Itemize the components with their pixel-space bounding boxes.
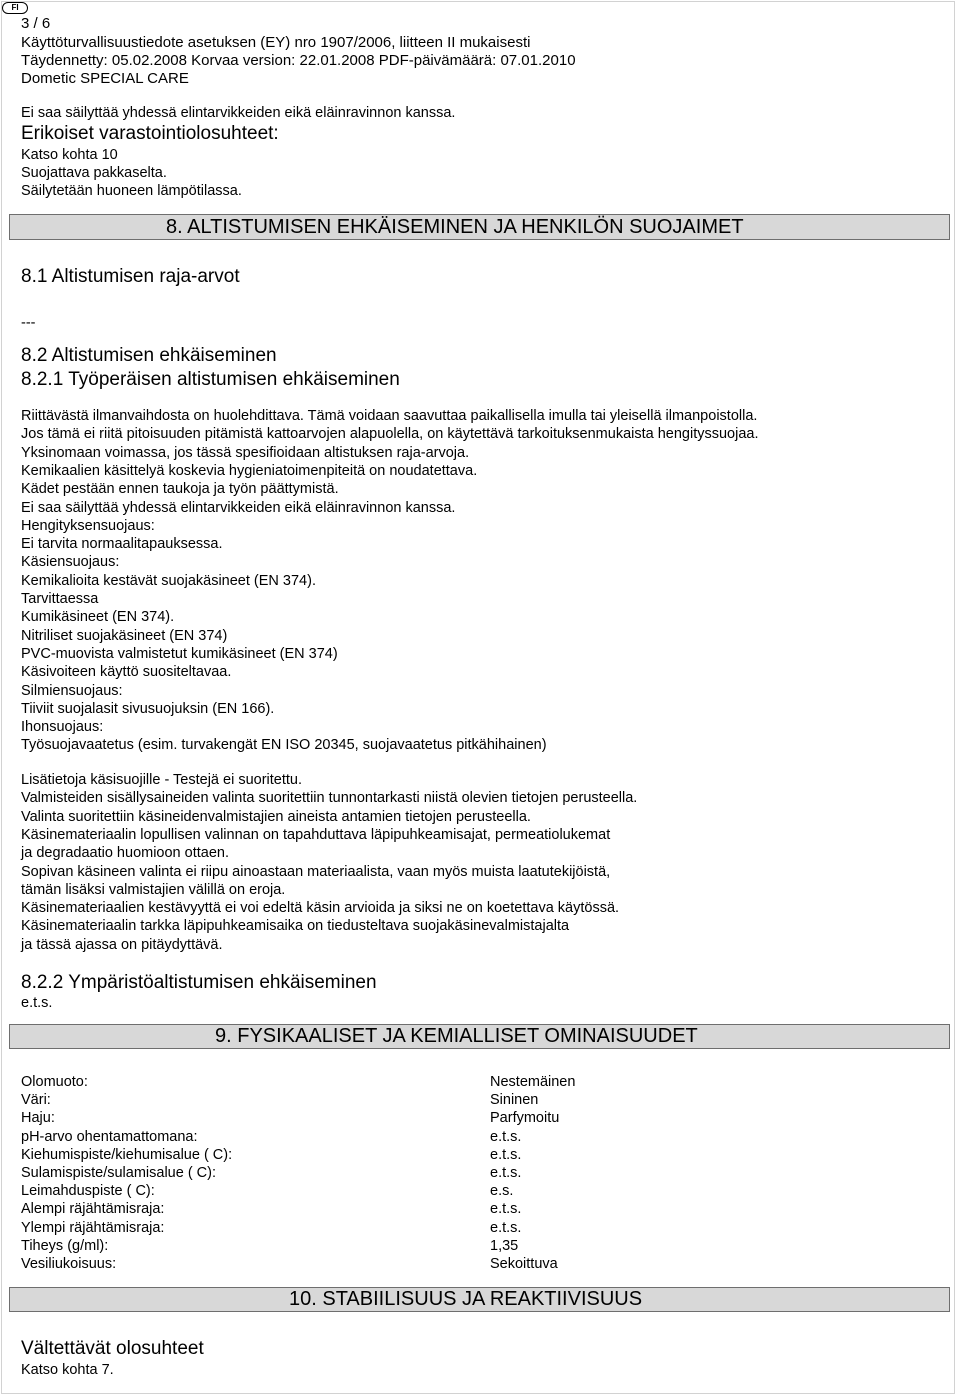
glove-info-line: ja degradaatio huomioon ottaen. (21, 845, 229, 862)
exposure-control-line: Tarvittaessa (21, 591, 99, 607)
glove-info-line: Käsinemateriaalien kestävyyttä ei voi edeltä käsin arvioida ja siksi ne on koetettava käytössä. (21, 900, 620, 917)
exposure-control-line: Ei tarvita normaalitapauksessa. (21, 536, 223, 553)
exposure-control-line: Ihonsuojaus: (21, 719, 104, 736)
storage-line: Katso kohta 10 (21, 147, 118, 163)
section-10-title: 10. STABIILISUUS JA REAKTIIVISUUS (289, 1288, 643, 1310)
exposure-control-line: Yksinomaan voimassa, jos tässä spesifioidaan altistuksen raja-arvoja. (21, 444, 470, 461)
exposure-control-line: Työsuojavaatetus (esim. turvakengät EN ISO 20345, suojavaatetus pitkähihainen) (21, 737, 547, 754)
subsection-8-1: 8.1 Altistumisen raja-arvot (21, 266, 240, 287)
product-name: Dometic SPECIAL CARE (21, 70, 189, 87)
regulation-text: Käyttöturvallisuustiedote asetuksen (EY) nro 1907/2006, liitteen II mukaisesti (21, 34, 531, 51)
property-value: e.s. (490, 1183, 514, 1200)
property-value: 1,35 (490, 1237, 519, 1254)
property-label: Haju: (21, 1110, 55, 1127)
exposure-control-line: Silmiensuojaus: (21, 682, 123, 699)
storage-line: Säilytetään huoneen lämpötilassa. (21, 183, 242, 199)
property-label: pH-arvo ohentamattomana: (21, 1128, 198, 1145)
exposure-control-line: Nitriliset suojakäsineet (EN 374) (21, 627, 228, 644)
property-value: e.t.s. (490, 1219, 522, 1236)
glove-info-line: tämän lisäksi valmistajien välillä on eroja. (21, 881, 286, 898)
language-badge: FI (2, 2, 28, 14)
property-label: Sulamispiste/sulamisalue ( C): (21, 1165, 217, 1181)
subsection-8-2-1: 8.2.1 Työperäisen altistumisen ehkäiseminen (21, 369, 400, 390)
property-value: Sininen (490, 1092, 539, 1109)
exposure-control-line: Kemikaalien käsittelyä koskevia hygieniatoimenpiteitä on noudatettava. (21, 462, 478, 479)
exposure-control-line: Kumikäsineet (EN 374). (21, 609, 175, 626)
property-value: e.t.s. (490, 1165, 522, 1181)
glove-info-line: Käsinemateriaalin tarkka läpipuhkeamisaika on tiedusteltava suojakäsinevalmistajalta (21, 918, 570, 935)
storage-heading: Erikoiset varastointiolosuhteet: (21, 123, 279, 144)
property-label: Tiheys (g/ml): (21, 1237, 109, 1254)
exposure-control-line: Kädet pestään ennen taukoja ja työn päättymistä. (21, 481, 339, 498)
property-label: Alempi räjähtämisraja: (21, 1201, 165, 1218)
property-value: e.t.s. (490, 1128, 522, 1145)
glove-info-line: Käsinemateriaalin lopullisen valinnan on tapahduttava läpipuhkeamisajat, permeatiolukemat (21, 826, 611, 843)
glove-info-line: Sopivan käsineen valinta ei riipu ainoastaan materiaalista, vaan myös muista laatutekijöistä, (21, 863, 611, 880)
property-label: Ylempi räjähtämisraja: (21, 1219, 165, 1236)
limit-values-placeholder: --- (21, 315, 36, 331)
property-label: Olomuoto: (21, 1074, 88, 1090)
glove-info-line: ja tässä ajassa on pitäydyttävä. (21, 936, 223, 953)
exposure-control-line: Kemikalioita kestävät suojakäsineet (EN 374). (21, 572, 316, 589)
storage-line: Suojattava pakkaselta. (21, 165, 167, 181)
glove-info-line: Valmisteiden sisällysaineiden valinta suoritettiin tunnontarkasti niistä olevien tietojen perusteella. (21, 790, 638, 807)
exposure-control-line: Ei saa säilyttää yhdessä elintarvikkeiden eikä eläinravinnon kanssa. (21, 499, 456, 516)
avoid-conditions-heading: Vältettävät olosuhteet (21, 1338, 204, 1359)
environmental-exposure-value: e.t.s. (21, 995, 53, 1011)
exposure-control-line: Hengityksensuojaus: (21, 517, 155, 534)
property-value: Sekoittuva (490, 1256, 558, 1272)
exposure-control-line: Riittävästä ilmanvaihdosta on huolehdittava. Tämä voidaan saavuttaa paikallisella imulla tai yleisellä ilmanpoistolla. (21, 408, 758, 424)
glove-info-line: Lisätietoja käsisuojille - Testejä ei suoritettu. (21, 772, 303, 788)
page-number: 3 / 6 (21, 15, 51, 32)
subsection-8-2-2: 8.2.2 Ympäristöaltistumisen ehkäiseminen (21, 972, 377, 993)
section-9-title: 9. FYSIKAALISET JA KEMIALLISET OMINAISUUDET (215, 1025, 698, 1047)
section-8-title: 8. ALTISTUMISEN EHKÄISEMINEN JA HENKILÖN SUOJAIMET (166, 216, 744, 238)
storage-line: Ei saa säilyttää yhdessä elintarvikkeiden eikä eläinravinnon kanssa. (21, 105, 456, 121)
exposure-control-line: Käsivoiteen käyttö suositeltavaa. (21, 664, 232, 681)
subsection-8-2: 8.2 Altistumisen ehkäiseminen (21, 345, 277, 366)
exposure-control-line: Käsiensuojaus: (21, 554, 120, 571)
property-value: e.t.s. (490, 1146, 522, 1163)
glove-info-line: Valinta suoritettiin käsineidenvalmistajien aineista antamien tietojen perusteella. (21, 808, 531, 825)
exposure-control-line: Tiiviit suojalasit sivusuojuksin (EN 166). (21, 700, 275, 717)
property-value: e.t.s. (490, 1201, 522, 1218)
exposure-control-line: PVC-muovista valmistetut kumikäsineet (EN 374) (21, 645, 338, 662)
avoid-conditions-value: Katso kohta 7. (21, 1362, 114, 1378)
revision-dates: Täydennetty: 05.02.2008 Korvaa version: 22.01.2008 PDF-päivämäärä: 07.01.2010 (21, 52, 576, 69)
exposure-control-line: Jos tämä ei riitä pitoisuuden pitämistä kattoarvojen alapuolella, on käytettävä tarkoituksenmukaista hengityssuojaa. (21, 426, 759, 443)
property-value: Nestemäinen (490, 1074, 576, 1090)
property-label: Kiehumispiste/kiehumisalue ( C): (21, 1146, 233, 1163)
property-label: Väri: (21, 1092, 51, 1109)
property-label: Vesiliukoisuus: (21, 1256, 117, 1272)
property-value: Parfymoitu (490, 1110, 560, 1127)
property-label: Leimahduspiste ( C): (21, 1183, 155, 1200)
